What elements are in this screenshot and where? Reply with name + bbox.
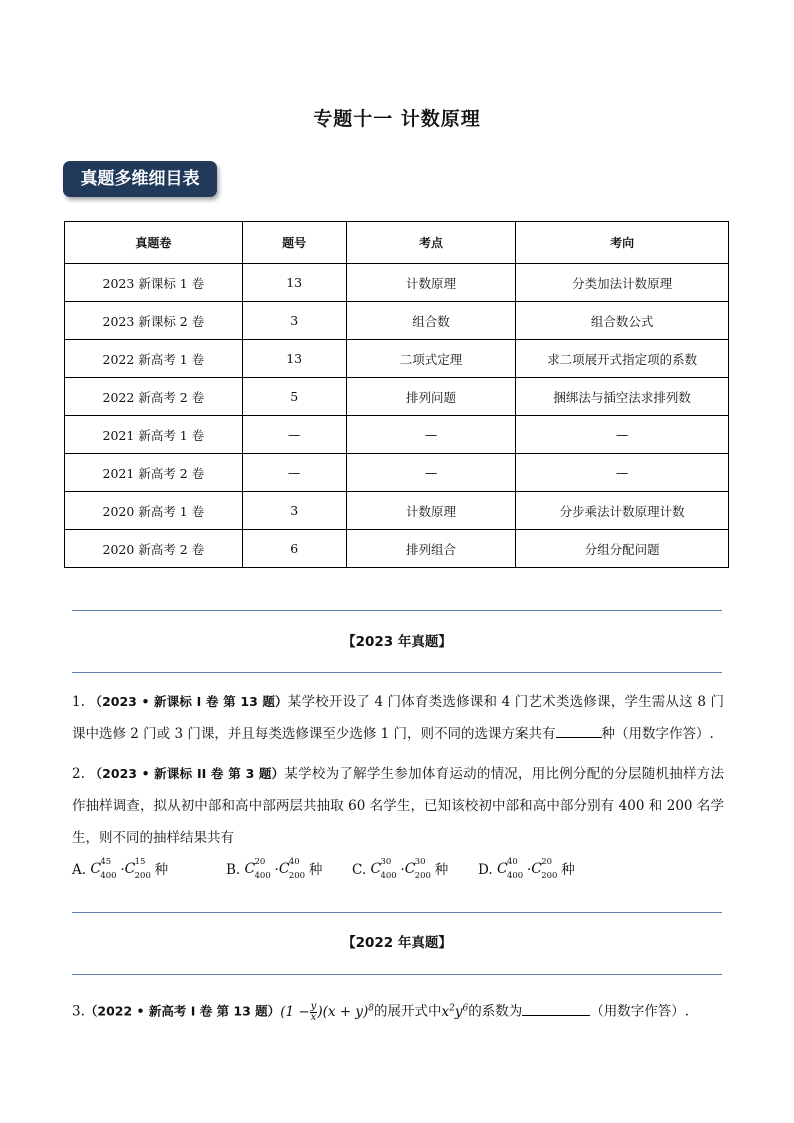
table-cell: 5: [242, 378, 346, 416]
combination-term: C 40 400: [496, 856, 524, 881]
table-cell: 2021 新高考 2 卷: [65, 454, 243, 492]
header-cell: 考向: [516, 222, 729, 264]
table-cell: 3: [242, 302, 346, 340]
table-cell: —: [346, 454, 516, 492]
question-text-tail: 种（用数字作答）.: [601, 726, 714, 742]
header-cell: 题号: [242, 222, 346, 264]
question-source: （2023 • 新课标 I 卷 第 13 题）: [89, 694, 288, 709]
table-cell: 捆绑法与插空法求排列数: [516, 378, 729, 416]
combination-term: C 30 200: [404, 856, 431, 881]
table-cell: 排列组合: [346, 530, 516, 568]
table-row: [65, 302, 729, 340]
table-cell: 3: [242, 492, 346, 530]
section-banner: 真题多维细目表: [63, 161, 217, 197]
question-3: [72, 992, 724, 1028]
answer-blank[interactable]: [556, 723, 602, 738]
table-cell: —: [242, 454, 346, 492]
divider: [72, 672, 722, 673]
table-cell: 2022 新高考 1 卷: [65, 340, 243, 378]
table-cell: 2023 新课标 1 卷: [65, 264, 243, 302]
table-cell: 2022 新高考 2 卷: [65, 378, 243, 416]
table-cell: 计数原理: [346, 264, 516, 302]
table-cell: 组合数公式: [516, 302, 729, 340]
table-cell: 计数原理: [346, 492, 516, 530]
table-cell: 13: [242, 340, 346, 378]
target-term: $x^2y^6$: [441, 1003, 469, 1020]
option-d[interactable]: D. C 40 400 ·C 20 200 种: [478, 856, 575, 881]
option-c[interactable]: C. C 30 400 ·C 30 200 种: [352, 856, 449, 881]
question-text: 某学校开设了 4 门体育类选修课和 4 门艺术类选修课，学生需从这 8 门课中选修 2 门或 3 门课，并且每类选修课至少选修 1 门，则不同的选课方案共有: [72, 694, 724, 742]
question-text-mid: 的系数为: [468, 1003, 523, 1020]
table-row: [65, 454, 729, 492]
question-1: [72, 686, 724, 750]
table-header-row: [65, 222, 729, 264]
option-b[interactable]: B. C 20 400 ·C 40 200 种: [226, 856, 323, 881]
header-cell: 真题卷: [65, 222, 243, 264]
table-cell: 分组分配问题: [516, 530, 729, 568]
combination-term: C 15 200: [124, 856, 151, 881]
table-cell: 2020 新高考 2 卷: [65, 530, 243, 568]
answer-blank[interactable]: [522, 1001, 590, 1016]
question-text: 某学校为了解学生参加体育运动的情况，用比例分配的分层随机抽样方法作抽样调查，拟从初中部和高中部两层共抽取 60 名学生，已知该校初中部和高中部分别有 400 和 200 名学生，则不同的抽样结果共有: [72, 766, 725, 846]
divider: [72, 912, 722, 913]
combination-term: C 30 400: [370, 856, 397, 881]
table-cell: 排列问题: [346, 378, 516, 416]
option-a[interactable]: A. C 45 400 ·C 15 200 种: [72, 856, 169, 881]
table-cell: 二项式定理: [346, 340, 516, 378]
question-number: 1.: [72, 694, 85, 710]
question-text: 的展开式中: [373, 1003, 442, 1020]
table-cell: 组合数: [346, 302, 516, 340]
question-2-options: [72, 858, 722, 886]
table-row: [65, 530, 729, 568]
combination-term: C 45 400: [90, 856, 117, 881]
table-cell: 2023 新课标 2 卷: [65, 302, 243, 340]
question-number: 2.: [72, 766, 85, 782]
table-row: [65, 492, 729, 530]
table-cell: 2020 新高考 1 卷: [65, 492, 243, 530]
table-row: [65, 264, 729, 302]
question-source: （2022 • 新高考 I 卷 第 13 题）: [84, 1003, 281, 1019]
table-cell: 2021 新高考 1 卷: [65, 416, 243, 454]
table-cell: 求二项展开式指定项的系数: [516, 340, 729, 378]
divider: [72, 610, 722, 611]
table-cell: 13: [242, 264, 346, 302]
divider: [72, 974, 722, 975]
question-text-tail: （用数字作答）.: [590, 1003, 690, 1020]
combination-term: C 40 200: [278, 856, 306, 881]
table-cell: 分类加法计数原理: [516, 264, 729, 302]
table-cell: —: [516, 416, 729, 454]
table-cell: 分步乘法计数原理计数: [516, 492, 729, 530]
table-row: [65, 340, 729, 378]
table-row: [65, 416, 729, 454]
section-heading-2022: 【2022 年真题】: [342, 935, 452, 951]
exam-summary-table: [64, 221, 729, 568]
section-heading-2023: 【2023 年真题】: [342, 634, 452, 650]
table-cell: —: [346, 416, 516, 454]
table-row: [65, 378, 729, 416]
combination-term: C 20 400: [244, 856, 271, 881]
expression: (1 − $\frac{y}{x}$ )$(x + y)^8$: [280, 1000, 374, 1023]
question-source: （2023 • 新课标 II 卷 第 3 题）: [89, 766, 285, 781]
table-cell: —: [516, 454, 729, 492]
header-cell: 考点: [346, 222, 516, 264]
combination-term: C 20 200: [531, 856, 558, 881]
question-number: 3.: [72, 1003, 85, 1020]
page-title: 专题十一 计数原理: [313, 108, 481, 130]
question-2: [72, 758, 724, 854]
table-cell: 6: [242, 530, 346, 568]
table-cell: —: [242, 416, 346, 454]
